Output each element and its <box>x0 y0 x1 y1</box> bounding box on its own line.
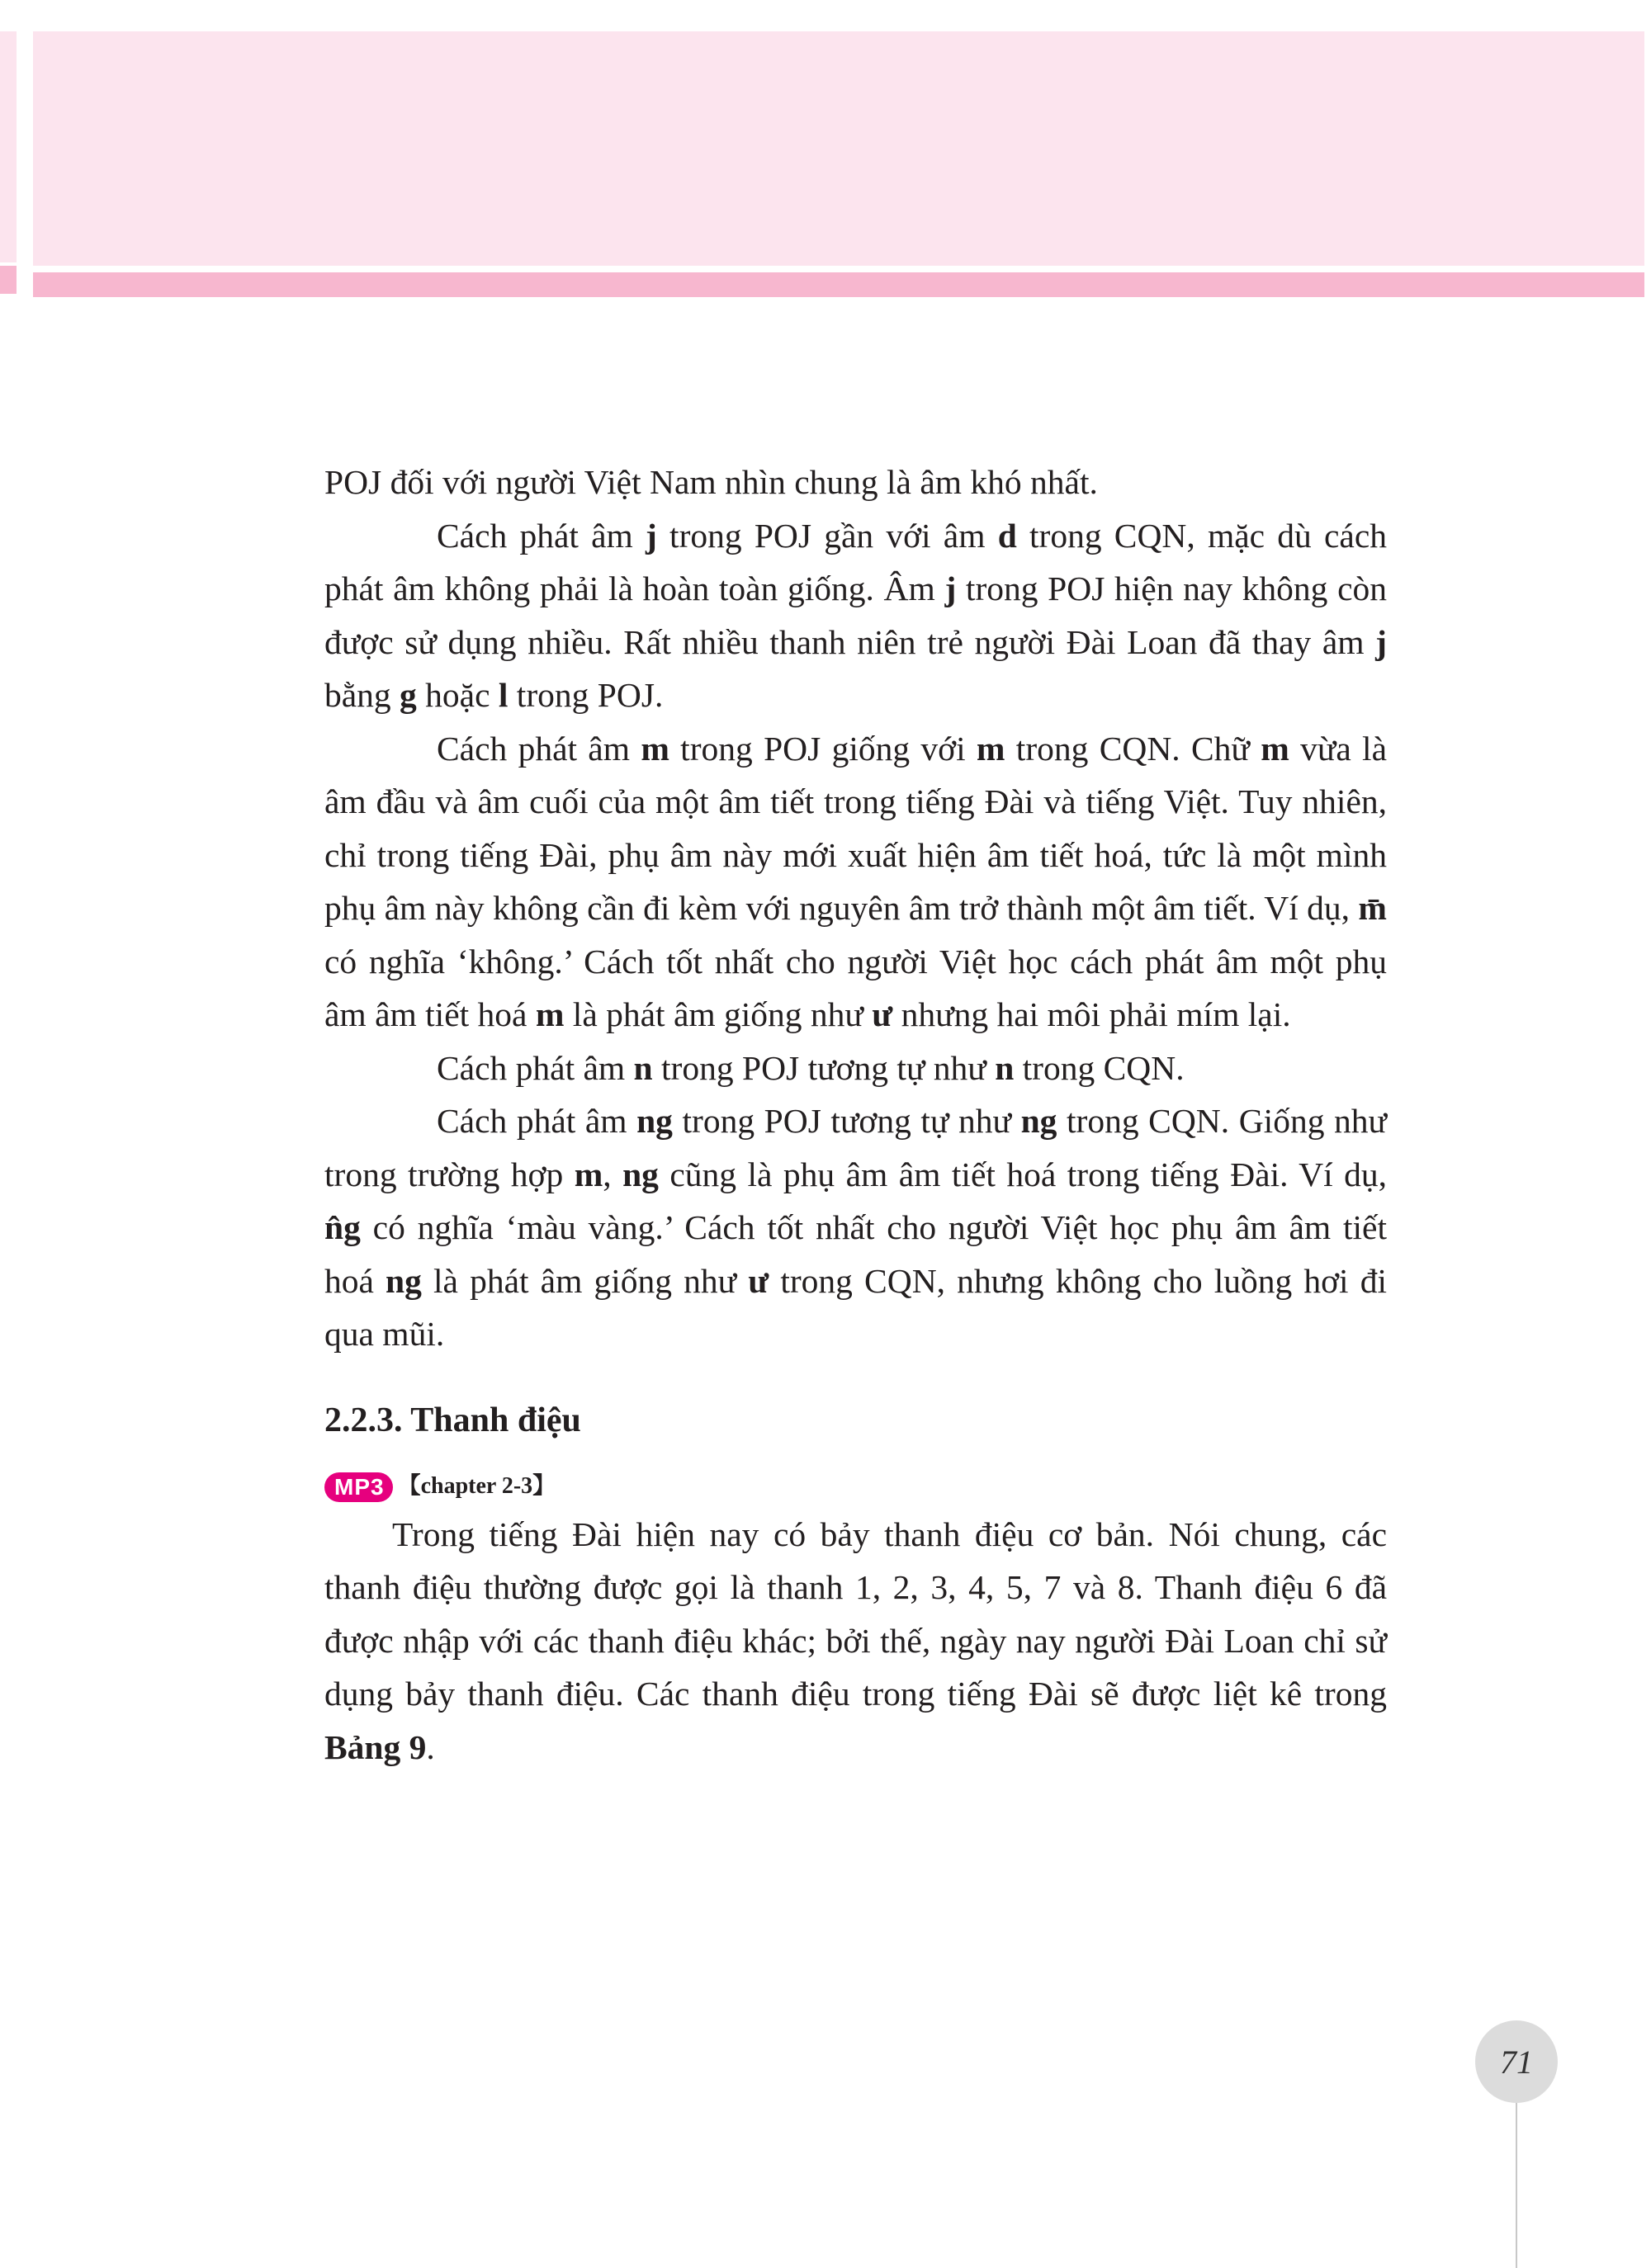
paragraph-2: Cách phát âm m trong POJ giống với m trong CQN. Chữ m vừa là âm đầu và âm cuối của một âm tiết trong tiếng Đài và tiếng Việt. Tuy nhiên, chỉ trong tiếng Đài, phụ âm này mới xuất hiện âm tiết hoá, tức là một mình phụ âm này không cần đi kèm với nguyên âm trở thành một âm tiết. Ví dụ, m̄ có nghĩa ‘không.’ Cách tốt nhất cho người Việt học cách phát âm một phụ âm âm tiết hoá m là phát âm giống như ư nhưng hai môi phải mím lại. <box>324 729 1387 1033</box>
paragraph-1: Cách phát âm j trong POJ gần với âm d trong CQN, mặc dù cách phát âm không phải là hoàn toàn giống. Âm j trong POJ hiện nay không còn được sử dụng nhiều. Rất nhiều thanh niên trẻ người Đài Loan đã thay âm j bằng g hoặc l trong POJ. <box>324 516 1388 714</box>
paragraph-3: Cách phát âm n trong POJ tương tự như n trong CQN. <box>437 1048 1185 1087</box>
page-number: 71 <box>1500 2043 1533 2081</box>
body-text <box>324 456 1387 1774</box>
mp3-icon[interactable]: MP3 <box>324 1472 393 1502</box>
paragraph-0: POJ đối với người Việt Nam nhìn chung là âm khó nhất. <box>324 463 1098 501</box>
page-number-badge <box>1475 2020 1558 2103</box>
audio-chapter-label: 【chapter 2-3】 <box>397 1473 556 1500</box>
paragraph-5: Trong tiếng Đài hiện nay có bảy thanh điệu cơ bản. Nói chung, các thanh điệu thường được gọi là thanh 1, 2, 3, 4, 5, 7 và 8. Thanh điệu 6 đã được nhập với các thanh điệu khác; bởi thế, ngày nay người Đài Loan chỉ sử dụng bảy thanh điệu. Các thanh điệu trong tiếng Đài sẽ được liệt kê trong Bảng 9. <box>324 1514 1387 1766</box>
page-number-line <box>1516 2103 1517 2268</box>
left-edge-strip <box>0 31 17 262</box>
section-heading: 2.2.3. Thanh điệu <box>324 1401 581 1439</box>
header-band <box>33 272 1644 297</box>
paragraph-4: Cách phát âm ng trong POJ tương tự như ng trong CQN. Giống như trong trường hợp m, ng cũng là phụ âm âm tiết hoá trong tiếng Đài. Ví dụ, n̂g có nghĩa ‘màu vàng.’ Cách tốt nhất cho người Việt học phụ âm âm tiết hoá ng là phát âm giống như ư trong CQN, nhưng không cho luồng hơi đi qua mũi. <box>324 1102 1388 1353</box>
left-edge-band <box>0 266 17 294</box>
audio-reference <box>324 1467 1387 1508</box>
header-panel <box>33 31 1644 266</box>
